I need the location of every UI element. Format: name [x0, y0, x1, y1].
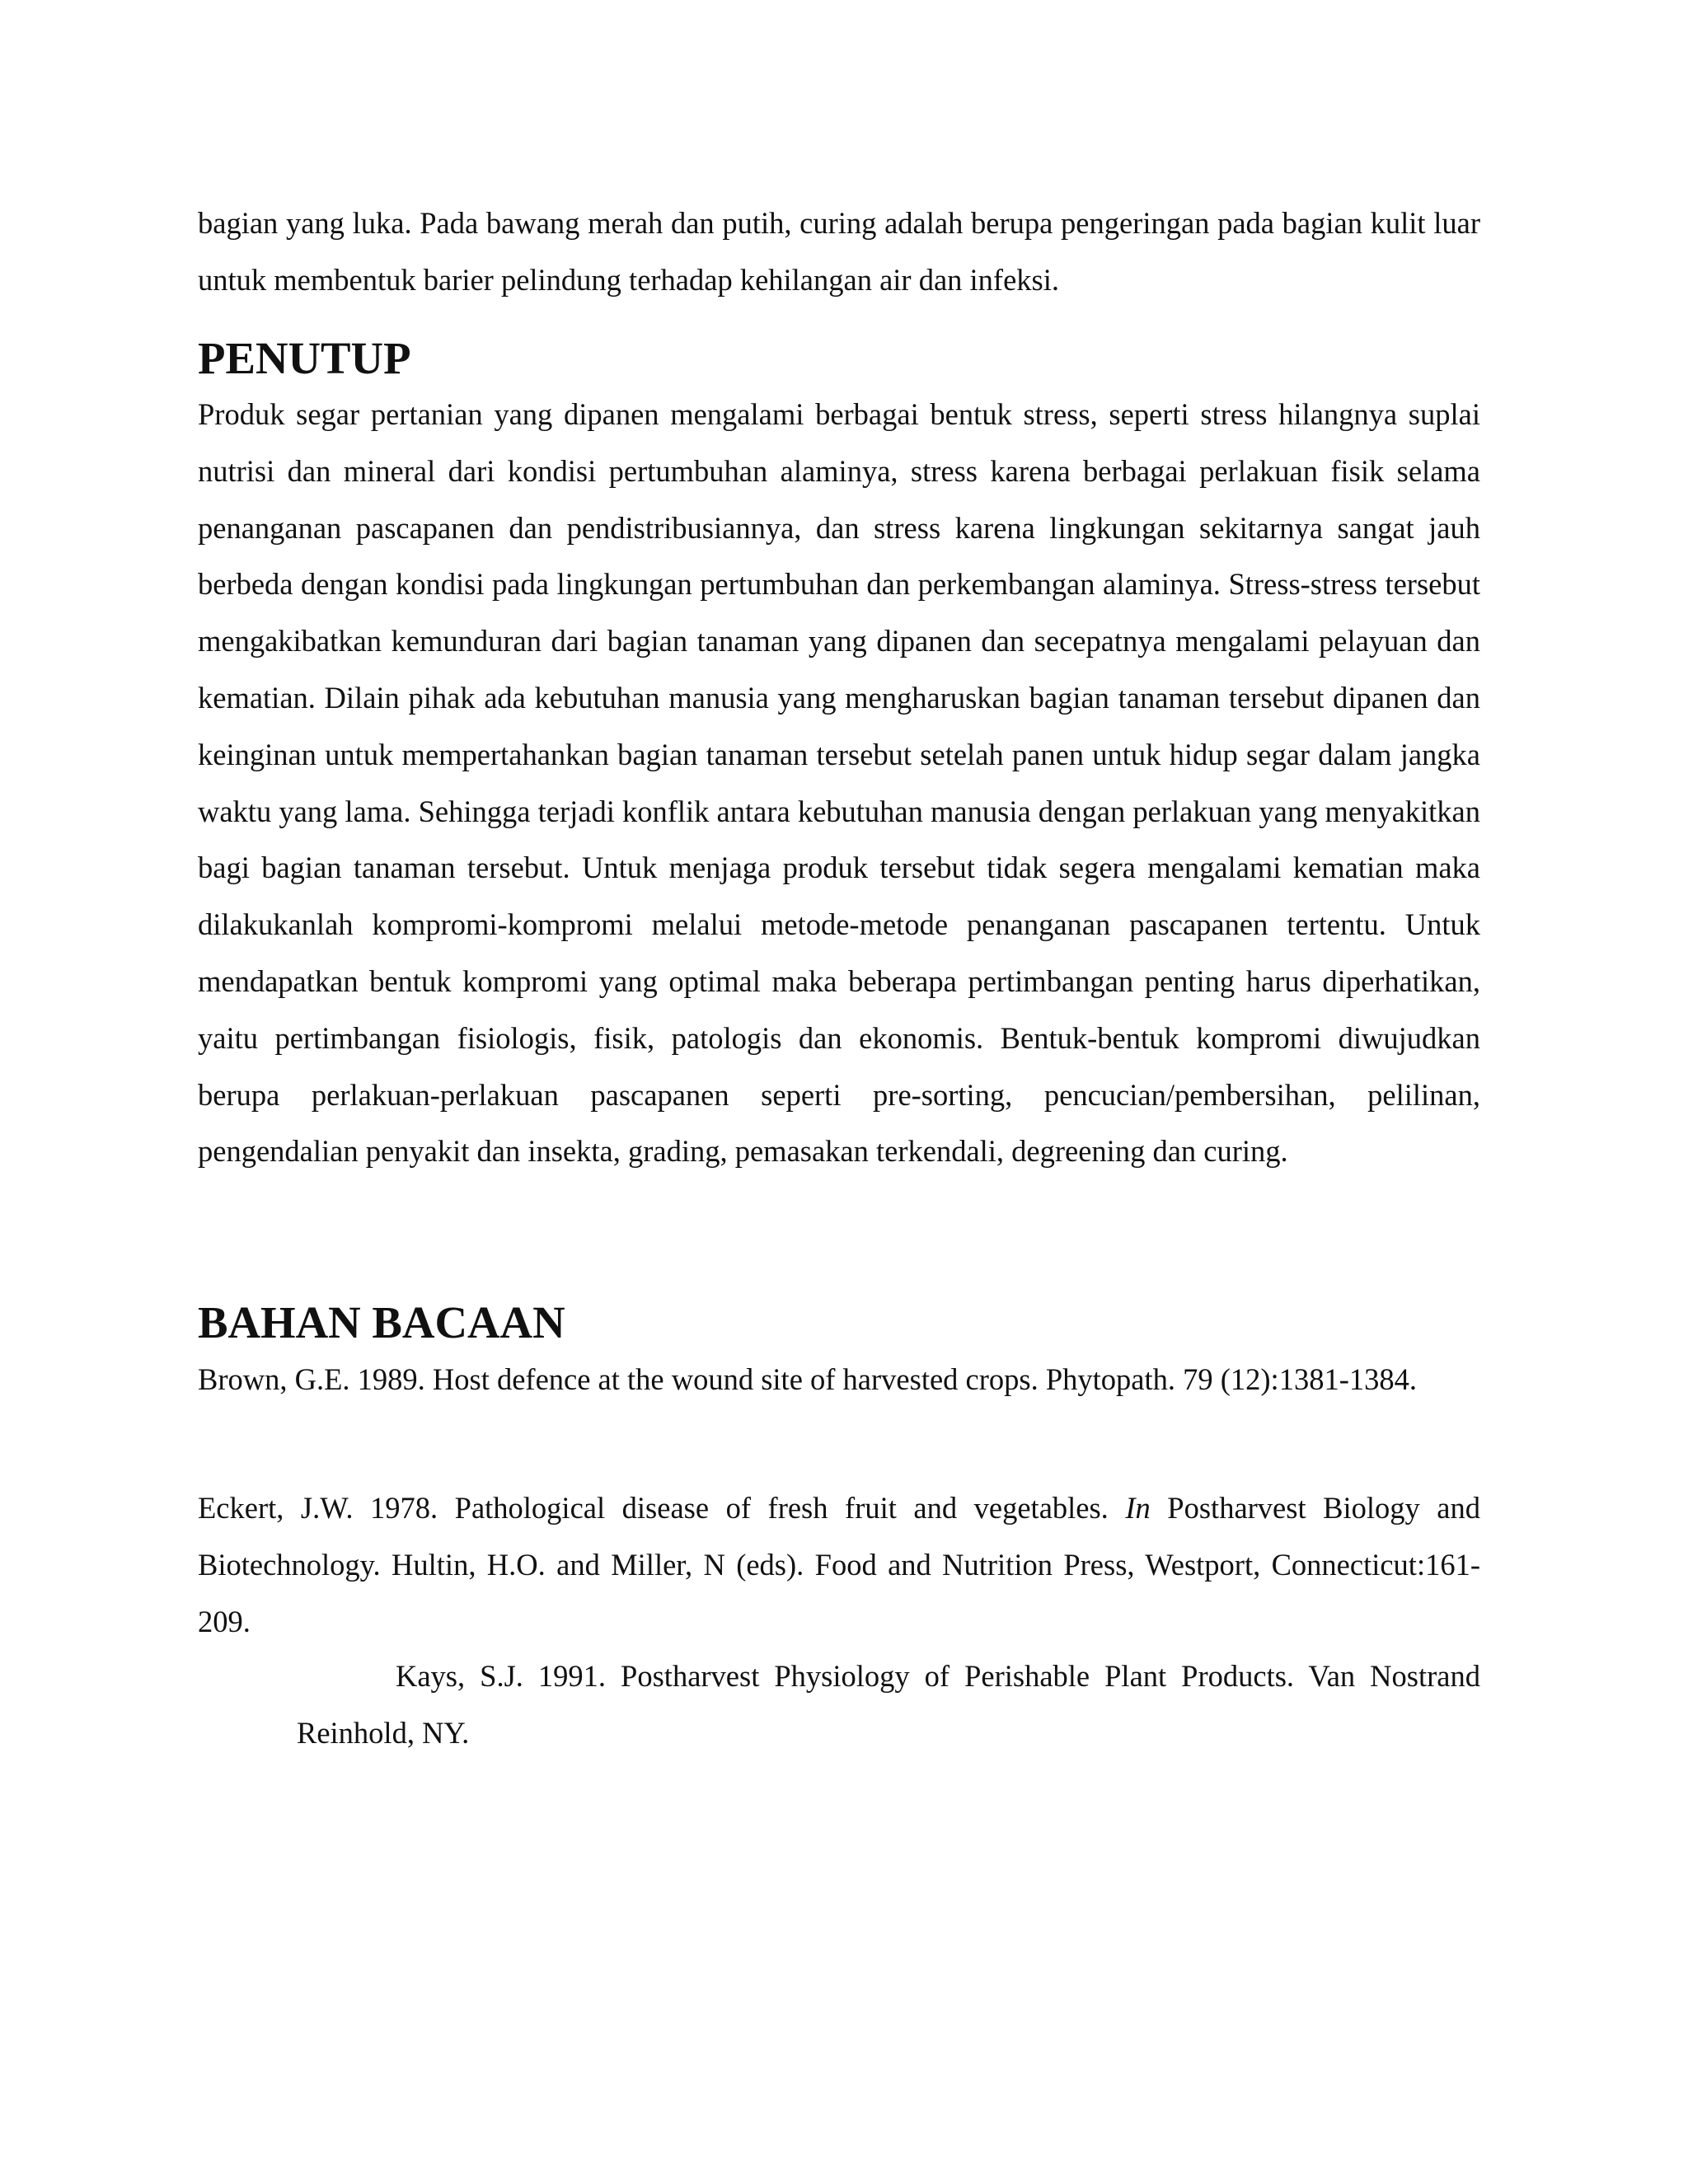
section-heading-bahan-bacaan: BAHAN BACAAN — [198, 1297, 565, 1347]
intro-paragraph: bagian yang luka. Pada bawang merah dan putih, curing adalah berupa pengeringan pada bagian kulit luar untuk membentuk barier pelindung terhadap kehilangan air dan infeksi. — [198, 206, 1480, 297]
reference-item: Kays, S.J. 1991. Postharvest Physiology of Perishable Plant Products. Van Nostrand Reinhold, NY. — [297, 1659, 1480, 1750]
penutup-paragraph: Produk segar pertanian yang dipanen mengalami berbagai bentuk stress, seperti stress hilangnya suplai nutrisi dan mineral dari kondisi pertumbuhan alaminya, stress karena berbagai perlakuan fisik selama penanganan pascapanen dan pendistribusiannya, dan stress karena lingkungan sekitarnya sangat jauh berbeda dengan kondisi pada lingkungan pertumbuhan dan perkembangan alaminya. Stress-stress tersebut mengakibatkan kemunduran dari bagian tanaman yang dipanen dan secepatnya mengalami pelayuan dan kematian. Dilain pihak ada kebutuhan manusia yang mengharuskan bagian tanaman tersebut dipanen dan keinginan untuk mempertahankan bagian tanaman tersebut setelah panen untuk hidup segar dalam jangka waktu yang lama. Sehingga terjadi konflik antara kebutuhan manusia dengan perlakuan yang menyakitkan bagi bagian tanaman tersebut. Untuk menjaga produk tersebut tidak segera mengalami kematian maka dilakukanlah kompromi-kompromi melalui metode-metode penanganan pascapanen tertentu. Untuk mendapatkan bentuk kompromi yang optimal maka beberapa pertimbangan penting harus diperhatikan, yaitu pertimbangan fisiologis, fisik, patologis dan ekonomis. Bentuk-bentuk kompromi diwujudkan berupa perlakuan-perlakuan pascapanen seperti pre-sorting, pencucian/pembersihan, pelilinan, pengendalian penyakit dan insekta, grading, pemasakan terkendali, degreening dan curing. — [198, 397, 1480, 1169]
reference-item — [198, 1479, 1480, 1650]
section-heading-penutup: PENUTUP — [198, 333, 411, 383]
reference-italic-text: In — [1125, 1491, 1151, 1525]
reference-item: Brown, G.E. 1989. Host defence at the wound site of harvested crops. Phytopath. 79 (12):1381-1384. — [198, 1362, 1417, 1396]
reference-text: Eckert, J.W. 1978. Pathological disease of fresh fruit and vegetables. — [198, 1491, 1126, 1525]
reference-text: Postharvest Biology and Biotechnology. Hultin, H.O. and Miller, N (eds). Food and Nutrition Press, Westport, Connecticut:161-209. — [198, 1491, 1480, 1638]
